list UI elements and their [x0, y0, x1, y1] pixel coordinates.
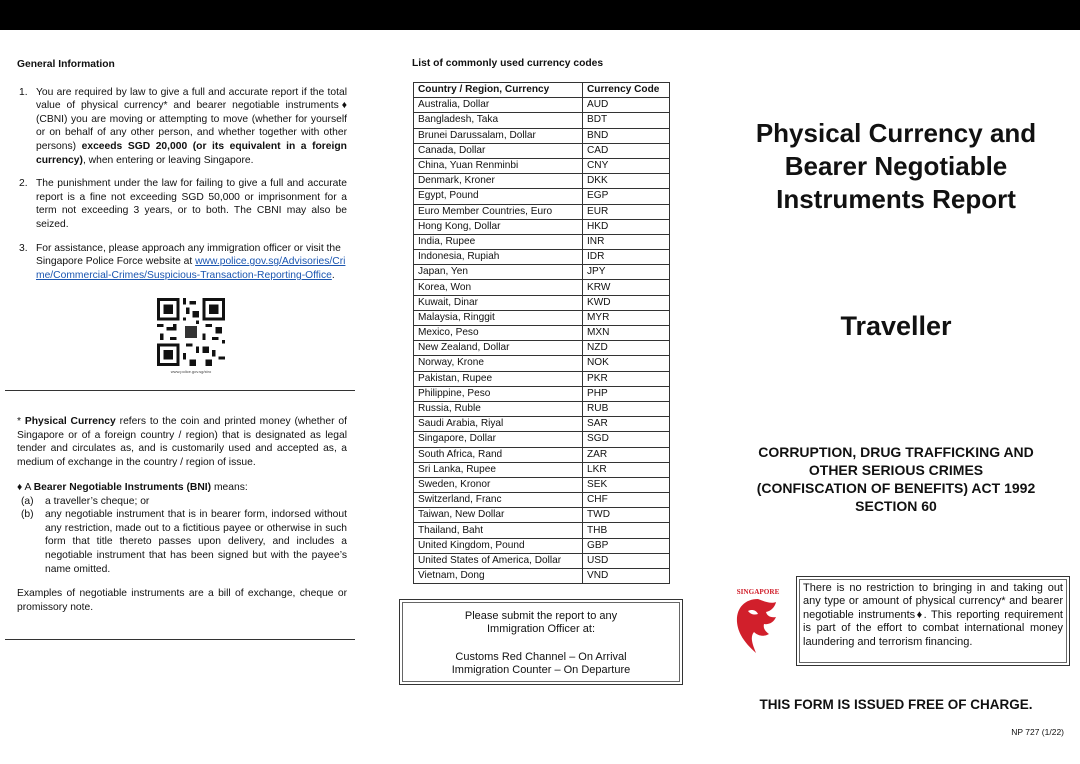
currency-country-cell: China, Yuan Renminbi: [414, 158, 583, 173]
table-row: [414, 128, 670, 143]
table-row: [414, 143, 670, 158]
currency-code-cell: KRW: [583, 280, 670, 295]
currency-code-cell: VND: [583, 569, 670, 584]
qr-code-icon: [157, 298, 225, 366]
currency-code-cell: PHP: [583, 386, 670, 401]
act-reference: [726, 443, 1066, 515]
currency-code-cell: HKD: [583, 219, 670, 234]
currency-code-cell: JPY: [583, 265, 670, 280]
currency-country-cell: Hong Kong, Dollar: [414, 219, 583, 234]
act-line: CORRUPTION, DRUG TRAFFICKING AND: [758, 444, 1034, 460]
currency-country-cell: Saudi Arabia, Riyal: [414, 417, 583, 432]
currency-country-cell: United Kingdom, Pound: [414, 538, 583, 553]
currency-country-cell: Thailand, Baht: [414, 523, 583, 538]
currency-country-cell: Indonesia, Rupiah: [414, 250, 583, 265]
currency-country-cell: Sri Lanka, Rupee: [414, 462, 583, 477]
currency-country-cell: Japan, Yen: [414, 265, 583, 280]
table-row: [414, 523, 670, 538]
act-line: OTHER SERIOUS CRIMES: [808, 462, 984, 478]
currency-table-body: [414, 98, 670, 584]
table-row: [414, 204, 670, 219]
currency-country-cell: New Zealand, Dollar: [414, 341, 583, 356]
submit-line: Please submit the report to any: [464, 610, 618, 622]
currency-code-cell: IDR: [583, 250, 670, 265]
table-header-row: [414, 83, 670, 98]
item-label: (b): [21, 509, 34, 521]
item-text: For assistance, please approach any immigration officer or visit the Singapore Police Force website at: [36, 242, 341, 268]
table-row: [414, 569, 670, 584]
table-row: [414, 280, 670, 295]
notice-text: There is no restriction to bringing in and taking out any type or amount of physical currency* and bearer negotiable instruments♦. This reporting requirement is part of the effort to combat international money laundering and terrorism financing.: [803, 582, 1063, 648]
bni-item-b: [17, 508, 347, 576]
no-restriction-notice: [796, 576, 1070, 666]
currency-code-cell: MXN: [583, 326, 670, 341]
currency-country-cell: Philippine, Peso: [414, 386, 583, 401]
currency-country-cell: Denmark, Kroner: [414, 174, 583, 189]
police-website-link[interactable]: www.police.gov.sg/Advisories/Crime/Commercial-Crimes/Suspicious-Transaction-Reporting-Office: [36, 256, 346, 281]
currency-country-cell: Kuwait, Dinar: [414, 295, 583, 310]
submission-instructions-box: [399, 599, 683, 685]
act-line: (CONFISCATION OF BENEFITS) ACT 1992: [756, 480, 1036, 496]
currency-country-cell: Vietnam, Dong: [414, 569, 583, 584]
currency-code-cell: NOK: [583, 356, 670, 371]
table-row: [414, 219, 670, 234]
table-row: [414, 417, 670, 432]
table-row: [414, 326, 670, 341]
column-header-code: Currency Code: [583, 83, 670, 98]
table-row: [414, 98, 670, 113]
table-row: [414, 310, 670, 325]
report-title: [726, 117, 1066, 216]
currency-code-cell: INR: [583, 234, 670, 249]
currency-list-title: List of commonly used currency codes: [412, 58, 604, 69]
currency-country-cell: Korea, Won: [414, 280, 583, 295]
currency-country-cell: Pakistan, Rupee: [414, 371, 583, 386]
info-item-2: [17, 177, 347, 231]
act-line: SECTION 60: [855, 498, 937, 514]
currency-country-cell: South Africa, Rand: [414, 447, 583, 462]
currency-country-cell: Singapore, Dollar: [414, 432, 583, 447]
currency-code-cell: SGD: [583, 432, 670, 447]
currency-code-cell: GBP: [583, 538, 670, 553]
general-information-list: [17, 86, 347, 283]
column-header-country: Country / Region, Currency: [414, 83, 583, 98]
table-row: [414, 158, 670, 173]
currency-code-cell: AUD: [583, 98, 670, 113]
form-number: NP 727 (1/22): [1011, 727, 1064, 737]
info-item-1: [17, 86, 347, 168]
currency-code-cell: USD: [583, 553, 670, 568]
item-label: (a): [21, 495, 34, 507]
submit-line: Immigration Officer at:: [487, 623, 595, 636]
currency-country-cell: Bangladesh, Taka: [414, 113, 583, 128]
physical-currency-definition: [17, 415, 347, 469]
title-line: Bearer Negotiable: [784, 151, 1008, 181]
item-number: 3.: [19, 242, 28, 254]
currency-country-cell: Egypt, Pound: [414, 189, 583, 204]
currency-country-cell: Australia, Dollar: [414, 98, 583, 113]
currency-code-cell: BND: [583, 128, 670, 143]
footnote-text: means:: [211, 482, 248, 493]
table-row: [414, 189, 670, 204]
table-row: [414, 234, 670, 249]
table-row: [414, 493, 670, 508]
item-text: any negotiable instrument that is in bearer form, indorsed without any restriction, made out to a fictitious payee or otherwise in such form that title thereto passes upon delivery, and includes a negotiable instrument that has been signed but with the payee’s name omitted.: [45, 509, 347, 575]
table-row: [414, 447, 670, 462]
currency-code-cell: NZD: [583, 341, 670, 356]
currency-code-table: [413, 82, 670, 584]
currency-code-cell: RUB: [583, 401, 670, 416]
table-row: [414, 386, 670, 401]
item-bold-text: exceeds SGD 20,000 (or its equivalent in a foreign currency): [36, 140, 347, 166]
currency-code-cell: DKK: [583, 174, 670, 189]
item-text: , when entering or leaving Singapore.: [82, 154, 254, 166]
currency-code-cell: THB: [583, 523, 670, 538]
top-black-bar: [0, 0, 1080, 30]
item-text: The punishment under the law for failing to give a full and accurate report is a fine not exceeding SGD 50,000 or imprisonment for a term not exceeding 3 years, or to both. The CBNI may also be seized.: [36, 178, 347, 230]
item-number: 2.: [19, 178, 28, 190]
table-row: [414, 174, 670, 189]
currency-code-cell: MYR: [583, 310, 670, 325]
currency-country-cell: India, Rupee: [414, 234, 583, 249]
info-item-3: [17, 242, 347, 283]
singapore-lion-logo-icon: [730, 587, 786, 657]
table-row: [414, 538, 670, 553]
item-text: a traveller’s cheque; or: [45, 495, 150, 507]
currency-code-cell: LKR: [583, 462, 670, 477]
footnote-marker: ♦ A: [17, 482, 34, 493]
footnote-marker: *: [17, 416, 25, 427]
submit-line: Immigration Counter – On Departure: [451, 664, 631, 677]
currency-code-cell: SEK: [583, 477, 670, 492]
footnote-term: Physical Currency: [24, 416, 116, 427]
currency-code-cell: TWD: [583, 508, 670, 523]
table-row: [414, 508, 670, 523]
table-row: [414, 356, 670, 371]
table-row: [414, 250, 670, 265]
currency-code-cell: CNY: [583, 158, 670, 173]
table-row: [414, 265, 670, 280]
currency-country-cell: Malaysia, Ringgit: [414, 310, 583, 325]
item-text: .: [331, 269, 335, 281]
free-of-charge-notice: THIS FORM IS ISSUED FREE OF CHARGE.: [759, 697, 1033, 712]
divider: [5, 390, 355, 391]
currency-code-cell: SAR: [583, 417, 670, 432]
table-row: [414, 341, 670, 356]
table-row: [414, 462, 670, 477]
logo-wordmark: SINGAPORE: [736, 588, 780, 596]
negotiable-instrument-examples: Examples of negotiable instruments are a bill of exchange, cheque or promissory note.: [17, 588, 347, 613]
currency-country-cell: Brunei Darussalam, Dollar: [414, 128, 583, 143]
currency-code-cell: EUR: [583, 204, 670, 219]
currency-code-cell: CHF: [583, 493, 670, 508]
currency-country-cell: Norway, Krone: [414, 356, 583, 371]
footnote-text: refers to the coin and printed money (whether of Singapore or of a foreign country / region) that is designated as legal tender and circulates as, and is customarily used and accepted as, a medium of exchange in the country / region of issue.: [17, 416, 347, 468]
title-line: Instruments Report: [776, 184, 1016, 214]
bni-item-a: [17, 495, 347, 509]
currency-code-cell: ZAR: [583, 447, 670, 462]
bni-definition: [17, 481, 347, 576]
currency-code-cell: BDT: [583, 113, 670, 128]
submit-line: Customs Red Channel – On Arrival: [455, 650, 627, 663]
currency-country-cell: Russia, Ruble: [414, 401, 583, 416]
title-line: Physical Currency and: [755, 118, 1037, 148]
item-text: You are required by law to give a full and accurate report if the total value of physical currency* and bearer negotiable instruments♦ (CBNI) you are moving or attempting to move (whether for yourself or on behalf of any other person, and whether together with other persons): [36, 86, 347, 152]
currency-country-cell: Switzerland, Franc: [414, 493, 583, 508]
currency-code-cell: EGP: [583, 189, 670, 204]
currency-code-cell: KWD: [583, 295, 670, 310]
table-row: [414, 113, 670, 128]
table-row: [414, 432, 670, 447]
currency-code-cell: PKR: [583, 371, 670, 386]
currency-country-cell: Taiwan, New Dollar: [414, 508, 583, 523]
currency-code-cell: CAD: [583, 143, 670, 158]
general-information-heading: General Information: [17, 59, 115, 70]
table-row: [414, 477, 670, 492]
general-information-section: [17, 58, 347, 292]
table-row: [414, 401, 670, 416]
table-row: [414, 295, 670, 310]
currency-country-cell: Euro Member Countries, Euro: [414, 204, 583, 219]
divider: [5, 639, 355, 640]
qr-caption: www.police.gov.sg/stro: [170, 369, 212, 374]
table-row: [414, 371, 670, 386]
footnote-term: Bearer Negotiable Instruments (BNI): [33, 482, 212, 493]
currency-country-cell: Mexico, Peso: [414, 326, 583, 341]
currency-country-cell: Canada, Dollar: [414, 143, 583, 158]
item-number: 1.: [19, 86, 28, 98]
table-row: [414, 553, 670, 568]
currency-country-cell: United States of America, Dollar: [414, 553, 583, 568]
report-subtitle: Traveller: [840, 311, 952, 341]
currency-country-cell: Sweden, Kronor: [414, 477, 583, 492]
